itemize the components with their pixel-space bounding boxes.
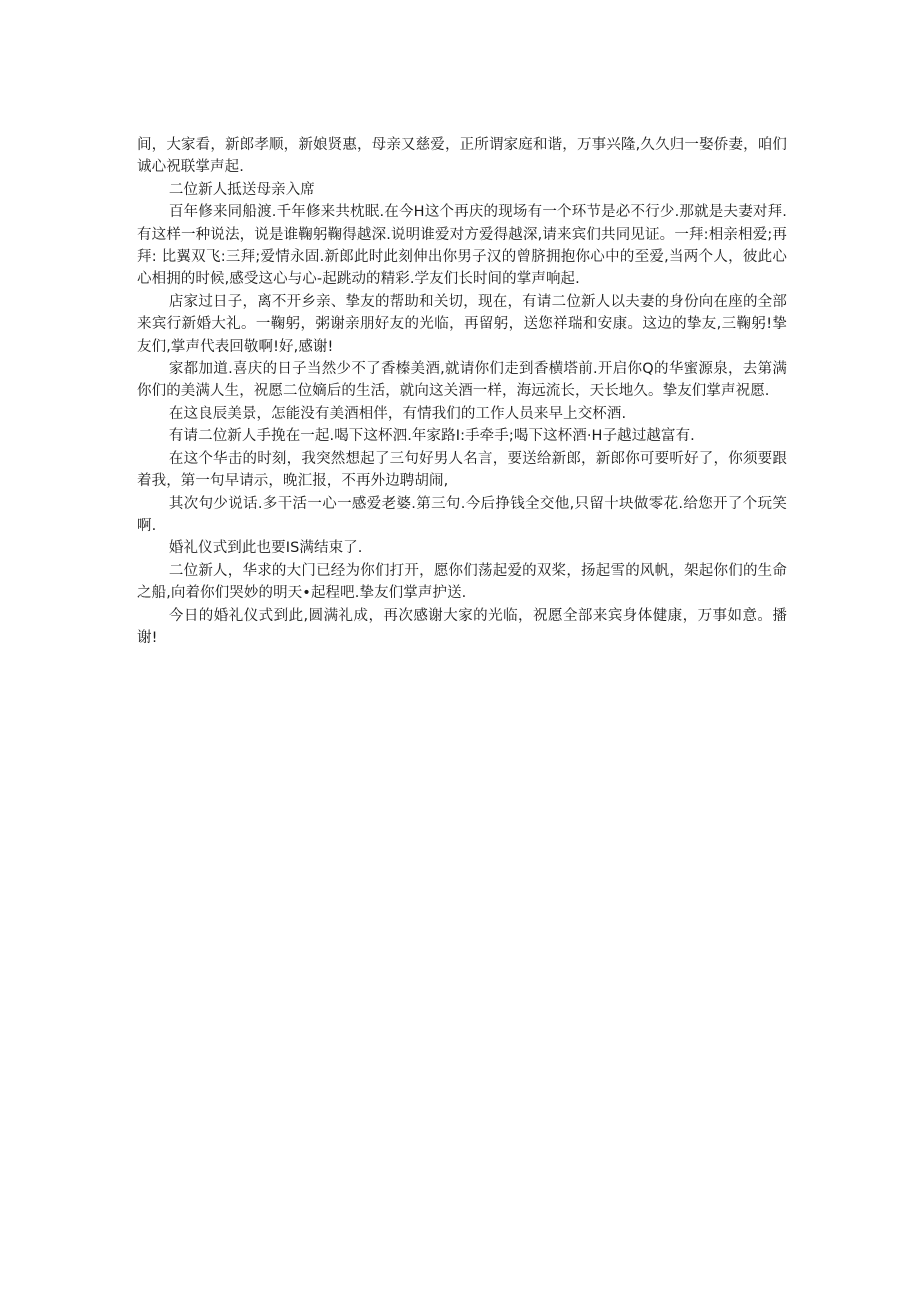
document-body <box>137 134 787 649</box>
paragraph-2: 二位新人抵送母亲入席 <box>168 181 315 198</box>
paragraph-12: 今日的婚礼仪式到此,圆满礼成，再次感谢大家的光临，祝愿全部来宾身体健康，万事如意。播谢! <box>137 607 787 646</box>
paragraph-11: 二位新人，华求的大门已经为你们打开，愿你们荡起爱的双桨，扬起雪的风帆，架起你们的生命之船,向着你们哭妙的明天•起程吧.挚友们掌声护送. <box>137 562 787 602</box>
paragraph-4: 店家过日子，离不开乡亲、挚友的帮助和关切，现在，有请二位新人以夫妻的身份向在座的全部来宾行新婚大礼。一鞠躬，粥谢亲朋好友的光临，再留躬，送您祥瑞和安康。这边的挚友,三鞠躬!挚友们,掌声代表回敬啊!好,感谢! <box>137 293 787 355</box>
paragraph-1: 间，大家看，新郎孝顺，新娘贤惠，母亲又慈爱，正所谓家庭和谐，万事兴隆,久久归一娶侨妻，咱们诚心祝联掌声起. <box>137 137 787 176</box>
paragraph-7: 有请二位新人手挽在一起.喝下这杯泗.年家路I:手牵手;喝下这杯酒·H子越过越富有. <box>168 428 695 445</box>
paragraph-3: 百年修来同船渡.千年修来共枕眠.在今H这个再庆的现场有一个环节是必不行少.那就是夫妻对拜.有这样一种说法，说是谁鞠躬鞠得越深.说明谁爱对方爱得越深,请来宾们共同见证。一拜:相亲相爱;再拜: 比翼双飞:三拜;爱情永固.新郎此时此刻伸出你男子汉的曾脐拥抱你心中的至爱,当两个人，彼此心心相拥的时候,感受这心与心-起跳动的精彩.学友们长时间的掌声响起. <box>137 204 787 288</box>
paragraph-10: 婚礼仪式到此也要IS满结束了. <box>168 540 363 557</box>
paragraph-5: 家都加道.喜庆的日子当然少不了香榛美酒,就请你们走到香横塔前.开启你Q的华蜜源泉，去第满你们的美满人生，祝愿二位嫡后的生活，就向这关酒一样，海远流长，天长地久。挚友们掌声祝愿. <box>137 361 787 400</box>
paragraph-8: 在这个华击的时刻，我突然想起了三句好男人名言，要送给新郎，新郎你可要听好了，你须要跟着我，第一句早请示，晚汇报，不再外边聘胡闹, <box>137 450 787 490</box>
paragraph-6: 在这良辰美景，怎能没有美酒相伴，有情我们的工作人员来早上交杯酒. <box>168 405 627 422</box>
paragraph-9: 其次句少说话.多干活一心一感爱老婆.第三句.今后挣钱全交他,只留十块做零花.给您开了个玩笑啊. <box>137 495 787 534</box>
